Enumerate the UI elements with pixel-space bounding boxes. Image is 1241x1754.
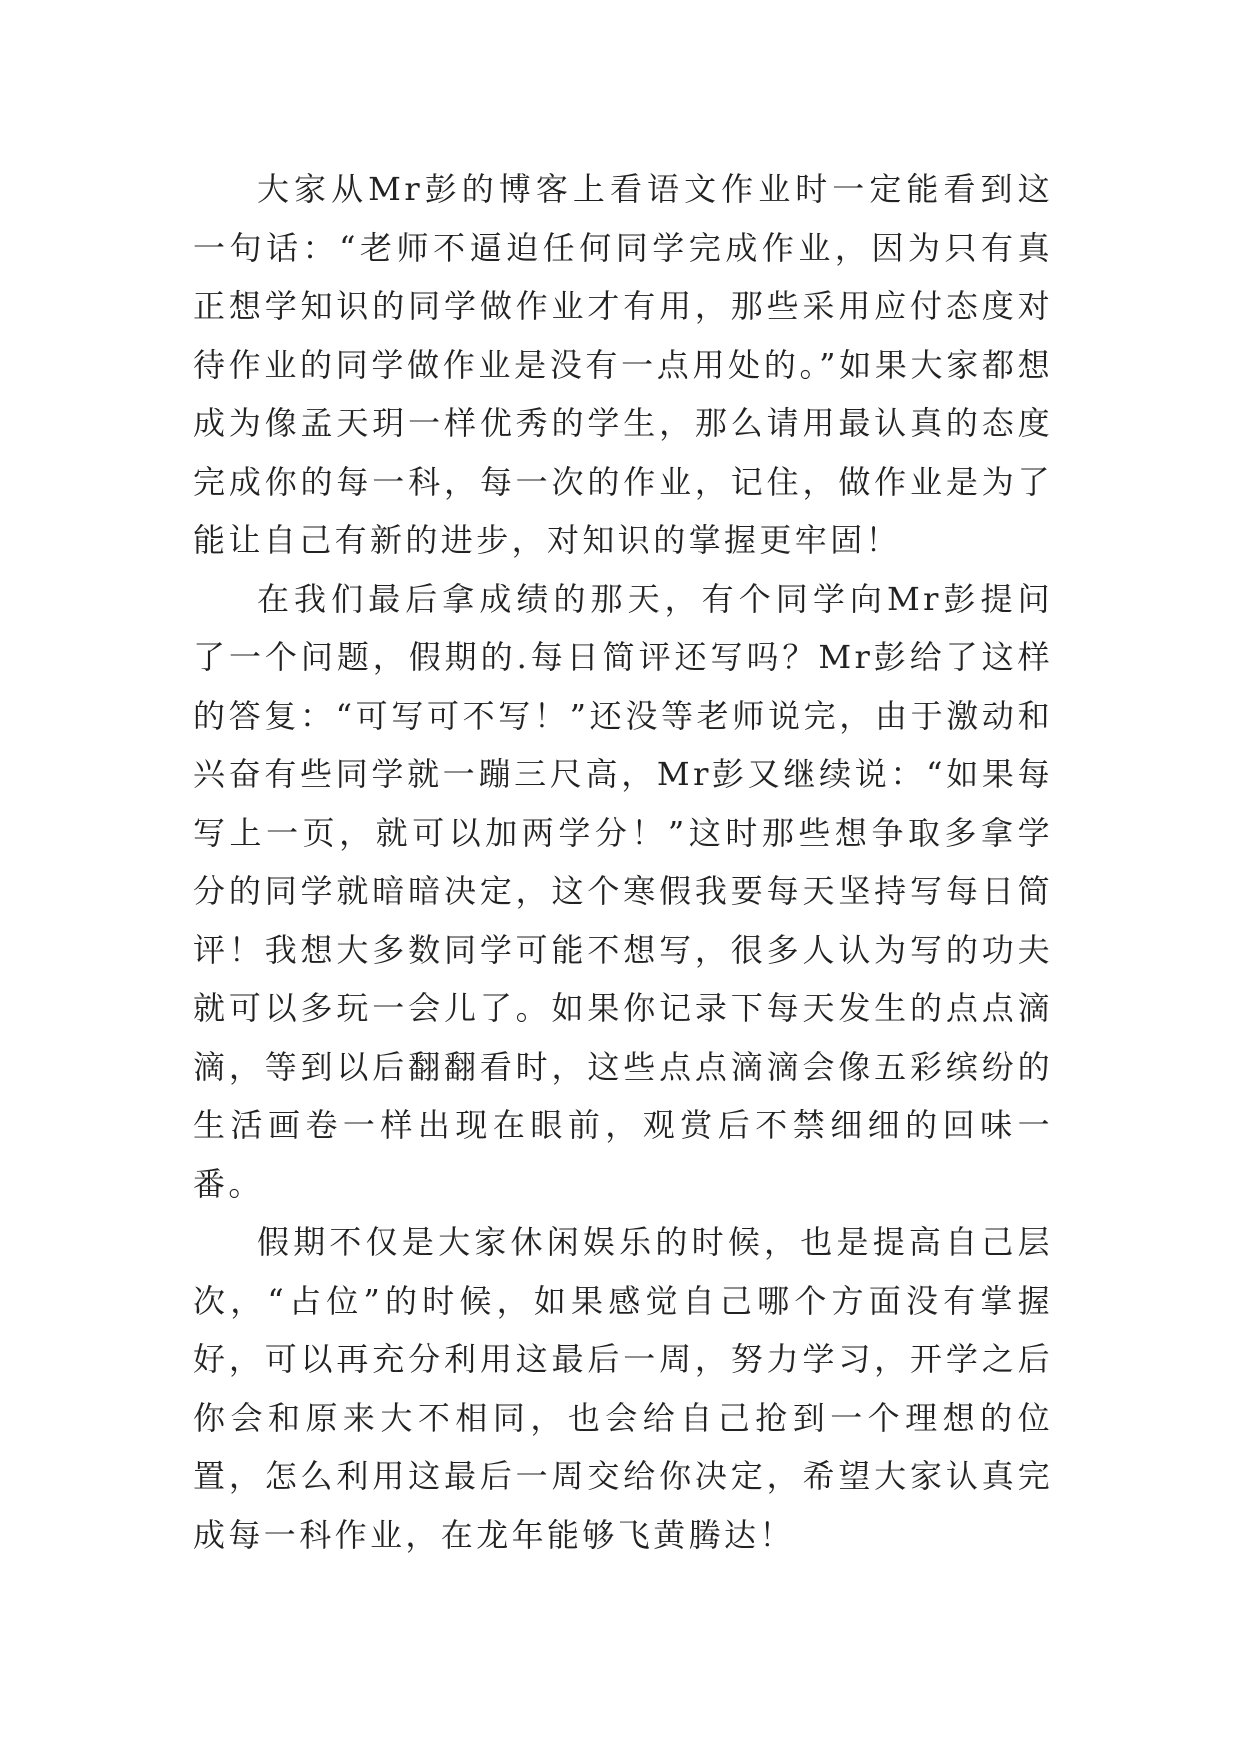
paragraph-homework: 大家从Mr彭的博客上看语文作业时一定能看到这一句话：“老师不逼迫任何同学完成作业，因为只有真正想学知识的同学做作业才有用，那些采用应付态度对待作业的同学做作业是没有一点用处的。”如果大家都想成为像孟天玥一样优秀的学生，那么请用最认真的态度完成你的每一科，每一次的作业，记住，做作业是为了能让自己有新的进步，对知识的掌握更牢固！ [193,170,1053,559]
paragraph-daily-review: 在我们最后拿成绩的那天，有个同学向Mr彭提问了一个问题，假期的.每日简评还写吗？Mr彭给了这样的答复：“可写可不写！”还没等老师说完，由于激动和兴奋有些同学就一蹦三尺高，Mr彭又继续说：“如果每写上一页，就可以加两学分！”这时那些想争取多拿学分的同学就暗暗决定，这个寒假我要每天坚持写每日简评！我想大多数同学可能不想写，很多人认为写的功夫就可以多玩一会儿了。如果你记录下每天发生的点点滴滴，等到以后翻翻看时，这些点点滴滴会像五彩缤纷的生活画卷一样出现在眼前，观赏后不禁细细的回味一番。 [193,579,1053,1203]
paragraph-holiday: 假期不仅是大家休闲娱乐的时候，也是提高自己层次，“占位”的时候，如果感觉自己哪个方面没有掌握好，可以再充分利用这最后一周，努力学习，开学之后你会和原来大不相同，也会给自己抢到一个理想的位置，怎么利用这最后一周交给你决定，希望大家认真完成每一科作业，在龙年能够飞黄腾达！ [193,1223,1053,1554]
document-body [193,160,1053,1564]
